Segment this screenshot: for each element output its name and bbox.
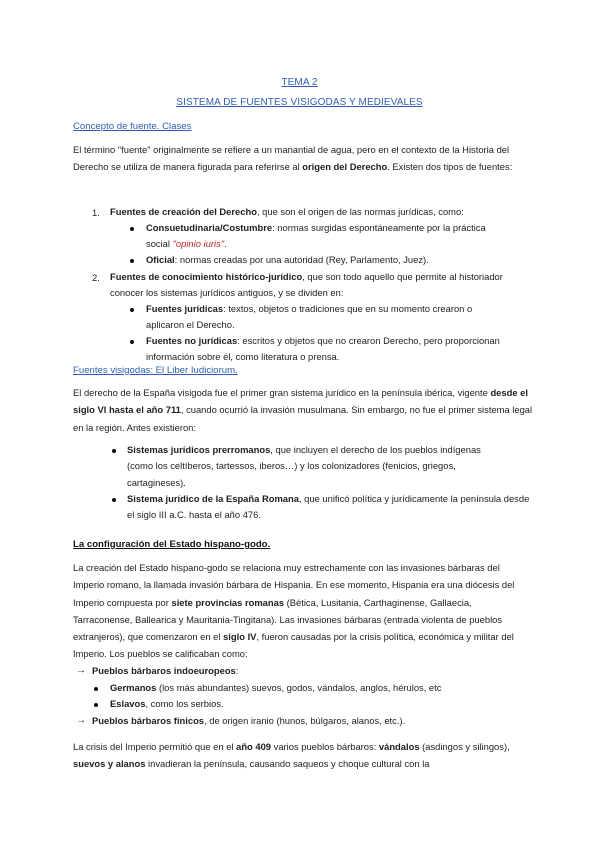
visigoda-text-a: El derecho de la España visigoda fue el primer gran sistema jurídico en la península ibérica, vigente xyxy=(73,387,491,398)
list-marker-1: 1. xyxy=(92,207,100,218)
document-title: TEMA 2 xyxy=(281,77,318,88)
visigoda-text-b: , cuando ocurrió la invasión musulmana. Sin embargo, no fue el primer sistema legal en la región. Antes existieron: xyxy=(73,404,533,433)
prerromanos-bold: Sistemas jurídicos prerromanos xyxy=(127,444,271,455)
romana-text: , que unificó política y jurídicamente la península desde el siglo III a.C. hasta el año 476. xyxy=(127,493,530,521)
sub4-text: : escritos y objetos que no crearon Derecho, pero proporcionan información sobre él, como literatura o prensa. xyxy=(146,335,500,363)
bullet-icon xyxy=(130,227,134,231)
romana-bold: Sistema jurídico de la España Romana xyxy=(127,493,299,504)
list-item-oficial xyxy=(146,252,516,268)
sub4-bold: Fuentes no jurídicas xyxy=(146,335,238,346)
eslavos-text: , como los serbios. xyxy=(145,698,224,709)
crisis-bold-2: vándalos xyxy=(378,741,420,752)
list-item-romana xyxy=(127,491,537,524)
sub2-bold: Oficial xyxy=(146,254,175,265)
list-item-germanos xyxy=(110,680,530,696)
crisis-text-a: La crisis del Imperio permitió que en el xyxy=(73,741,237,752)
intro-text-b: . Existen dos tipos de fuentes: xyxy=(387,161,513,173)
crisis-text-d: invadieran la península, causando saqueos y choque cultural con la xyxy=(145,758,430,770)
sub1-text: : normas surgidas espontáneamente por la práctica social xyxy=(146,222,486,250)
bullet-icon xyxy=(112,449,116,453)
crisis-text-b: varios pueblos bárbaros: xyxy=(271,741,379,752)
sub1-bold: Consuetudinaria/Costumbre xyxy=(146,222,273,233)
crisis-bold-3: suevos y alanos xyxy=(73,758,146,770)
hg-bold-2: siglo IV xyxy=(223,631,257,643)
list-item-prerromanos xyxy=(127,442,507,491)
indoeuropeos-text: : xyxy=(235,665,239,676)
bullet-icon xyxy=(130,308,134,312)
bullet-icon xyxy=(94,687,98,691)
prerromanos-text: , que incluyen el derecho de los pueblos indígenas (como los celtíberos, tartessos, iberos…) y los colonizadores (fenicios, griegos, cartagineses). xyxy=(127,444,481,488)
indoeuropeos-bold: Pueblos bárbaros indoeuropeos xyxy=(92,665,236,676)
crisis-bold-1: año 409 xyxy=(236,741,272,752)
crisis-paragraph xyxy=(73,738,513,773)
sub2-text: : normas creadas por una autoridad (Rey, Parlamento, Juez). xyxy=(174,254,429,265)
list-item-finicos xyxy=(92,713,512,729)
sub1-end: . xyxy=(224,238,227,250)
list-item-costumbre xyxy=(146,220,506,253)
visigoda-paragraph xyxy=(73,384,533,436)
opinio-iuris-text: "opinio iuris" xyxy=(172,238,225,250)
bullet-icon xyxy=(94,703,98,707)
hg-text-a: La creación del Estado hispano-godo se relaciona muy estrechamente con las invasiones bárbaras del Imperio romano, la llamada invasión bárbara de Hispania. En ese momento, Hispania era una diócesis del Imperio compuesta por xyxy=(73,562,515,608)
hg-text-c: , fueron causadas por la crisis política, económica y militar del Imperio. Los pueblos se calificaban como: xyxy=(73,631,514,660)
crisis-text-c: (asdingos y silingos), xyxy=(419,741,510,752)
hg-text-b: (Bética, Lusitania, Carthaginense, Gallaecia, Tarraconense, Ballearica y Mauritania-Tingitana). Las invasiones bárbaras (entrada violenta de pueblos extranjeros), que comenzaron en el xyxy=(73,596,503,643)
list-item-eslavos xyxy=(110,696,530,712)
finicos-bold: Pueblos bárbaros fínicos xyxy=(92,715,205,726)
visigoda-bold: desde el siglo VI hasta el año 711 xyxy=(73,387,528,416)
item2-text: , que son todo aquello que permite al historiador conocer los sistemas jurídicos antiguos, y se dividen en: xyxy=(110,271,503,299)
intro-text-a: El término "fuente" originalmente se refiere a un manantial de agua, pero en el contexto de la Historia del Derecho se utiliza de manera figurada para referirse al xyxy=(73,144,510,173)
section-heading-concepto[interactable]: Concepto de fuente. Clases xyxy=(73,121,192,132)
bullet-icon xyxy=(130,340,134,344)
document-subtitle: SISTEMA DE FUENTES VISIGODAS Y MEDIEVALES xyxy=(176,97,423,108)
hg-bold-1: siete provincias romanas xyxy=(171,596,285,608)
list-marker-2: 2. xyxy=(92,272,100,283)
list-item-fuentes-juridicas xyxy=(146,301,506,334)
section-heading-estado-hispano-godo: La configuración del Estado hispano-godo. xyxy=(73,539,271,550)
arrow-right-icon: → xyxy=(76,715,86,726)
hispano-godo-paragraph xyxy=(73,559,533,663)
list-item-creacion xyxy=(110,204,530,220)
germanos-bold: Germanos xyxy=(110,682,157,693)
bullet-icon xyxy=(112,498,116,502)
arrow-right-icon: → xyxy=(76,665,86,676)
section-heading-fuentes-visigodas[interactable]: Fuentes visigodas: El Liber Iudiciorum. xyxy=(73,365,238,376)
intro-bold: origen del Derecho xyxy=(302,161,388,173)
item1-bold: Fuentes de creación del Derecho xyxy=(110,206,257,217)
item1-text: , que son el origen de las normas jurídicas, como: xyxy=(256,206,464,217)
sub3-bold: Fuentes jurídicas xyxy=(146,303,224,314)
item2-bold: Fuentes de conocimiento histórico-jurídico xyxy=(110,271,303,282)
eslavos-bold: Eslavos xyxy=(110,698,146,709)
germanos-text: (los más abundantes) suevos, godos, vándalos, anglos, hérulos, etc xyxy=(156,682,442,693)
bullet-icon xyxy=(130,259,134,263)
finicos-text: , de origen iranio (hunos, búlgaros, alanos, etc.). xyxy=(204,715,406,726)
list-item-conocimiento xyxy=(110,269,530,302)
list-item-fuentes-no-juridicas xyxy=(146,333,511,366)
sub3-text: : textos, objetos o tradiciones que en su momento crearon o aplicaron el Derecho. xyxy=(146,303,473,331)
intro-paragraph xyxy=(73,141,533,176)
list-item-indoeuropeos xyxy=(92,663,512,679)
